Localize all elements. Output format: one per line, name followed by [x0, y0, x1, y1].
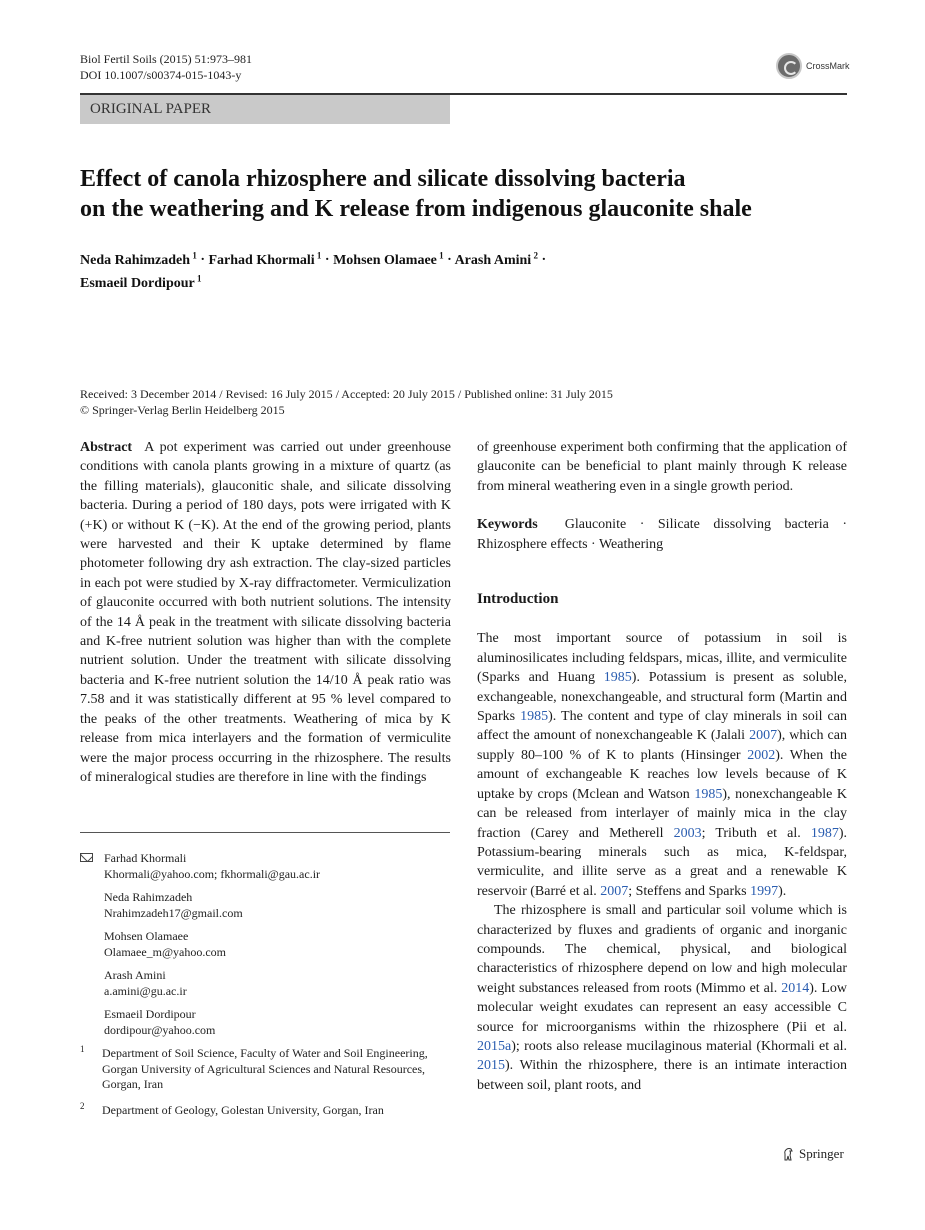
citation-link[interactable]: 1985 — [694, 786, 723, 802]
introduction-heading: Introduction — [477, 591, 559, 608]
paragraph-text: ), nonexchangeable K can be released from interlayer of mainly mica in the clay fraction (Carey and Metherell — [477, 786, 847, 841]
paragraph-text: The rhizosphere is small and particular soil volume which is characterized by fluxes and gradients of organic and inorganic compounds. The chemical, physical, and biological characteristics of rhizosphere depend on low and high molecular weight substances released from roots (Mimmo et al. — [477, 903, 847, 996]
citation-link[interactable]: 1985 — [520, 709, 549, 725]
author[interactable] — [80, 273, 202, 292]
title-line-2: on the weathering and K release from indigenous glauconite shale — [80, 196, 752, 222]
envelope-icon — [80, 853, 93, 862]
crossmark-badge[interactable] — [776, 53, 850, 79]
contact-entry — [80, 1007, 451, 1038]
citation-link[interactable]: 2007 — [600, 883, 629, 899]
abstract-block — [80, 438, 451, 787]
affiliation-text: Department of Soil Science, Faculty of Water and Soil Engineering, Gorgan University of Agricultural Sciences and Natural Resources, Gorgan, Iran — [102, 1046, 428, 1091]
contact-block — [80, 851, 451, 1128]
abstract-continued: of greenhouse experiment both confirming that the application of glauconite can be beneficial to plant mainly through K release from mineral weathering even in a single growth period. — [477, 440, 847, 494]
contact-email[interactable]: a.amini@gu.ac.ir — [104, 983, 187, 998]
history-dates: Received: 3 December 2014 / Revised: 16 July 2015 / Accepted: 20 July 2015 / Published online: 31 July 2015 — [80, 387, 613, 401]
author-name: Arash Amini — [454, 252, 532, 268]
keywords-label: Keywords — [477, 517, 538, 533]
contact-list — [80, 851, 451, 1038]
affiliation-list — [80, 1046, 451, 1118]
citation-link[interactable]: 2003 — [673, 825, 702, 841]
citation-link[interactable]: 1997 — [750, 883, 779, 899]
springer-horse-icon — [782, 1147, 794, 1161]
contact-entry — [80, 968, 451, 999]
author-list: Neda Rahimzadeh $^1$ · Farhad Khormali $^1$ · Mohsen Olamaee $^1$ · Arash Amini $^2$ · Esmaeil Dordipour $^1$ — [80, 250, 547, 292]
abstract-label: Abstract — [80, 440, 133, 455]
contact-entry — [80, 851, 451, 882]
citation-link[interactable]: 2015 — [477, 1058, 505, 1074]
contact-name: Neda Rahimzadeh — [104, 890, 193, 904]
citation-link[interactable]: 2002 — [747, 747, 776, 763]
author-affiliation-mark: 2 — [531, 250, 538, 260]
keywords-text: Glauconite · Silicate dissolving bacteria · Rhizosphere effects · Weathering — [477, 517, 848, 552]
crossmark-label: CrossMark — [806, 61, 850, 71]
paragraph-text: ). The content and type of clay minerals in soil can affect the amount of nonexchangeable K (Jalali — [477, 709, 847, 744]
contact-email[interactable]: Nrahimzadeh17@gmail.com — [104, 905, 243, 920]
paragraph-text: ). — [778, 883, 787, 899]
author-name: Esmaeil Dordipour — [80, 276, 195, 292]
affiliation — [80, 1100, 451, 1119]
section-label: ORIGINAL PAPER — [80, 95, 450, 124]
paragraph-text: ; Steffens and Sparks — [628, 883, 751, 899]
affiliation — [80, 1046, 451, 1093]
contact-email[interactable]: dordipour@yahoo.com — [104, 1022, 216, 1037]
paragraph-text: ). Potassium-bearing minerals such as mica, K-feldspar, vermiculite, and illite serve as a great and a renewable K reservoir (Barré et al. — [477, 825, 847, 899]
author-affiliation-mark: 1 — [314, 250, 322, 260]
title-line-1: Effect of canola rhizosphere and silicate dissolving bacteria — [80, 166, 686, 192]
author-affiliation-mark: 1 — [436, 250, 444, 260]
footnote-divider — [80, 832, 450, 833]
publisher-name: Springer — [799, 1146, 844, 1161]
article-title — [80, 164, 840, 224]
crossmark-icon — [776, 53, 802, 79]
paragraph-text: ). When the amount of exchangeable K reaches low levels because of K uptake by crops (Mclean and Watson — [477, 747, 847, 802]
author-affiliation-mark: 1 — [194, 273, 202, 284]
contact-name: Mohsen Olamaee — [104, 929, 189, 943]
contact-name: Arash Amini — [104, 968, 166, 982]
author-name: Neda Rahimzadeh — [80, 252, 191, 268]
contact-name: Farhad Khormali — [104, 851, 187, 865]
publisher-footer — [782, 1146, 844, 1162]
affiliation-number: 1 — [80, 1044, 85, 1054]
author-name: Farhad Khormali — [208, 252, 315, 268]
contact-email[interactable]: Khormali@yahoo.com; fkhormali@gau.ac.ir — [104, 866, 321, 881]
paragraph-text: ). Within the rhizosphere, there is an intimate interaction between soil, plant roots, and — [477, 1058, 847, 1093]
contact-entry — [80, 890, 451, 921]
author[interactable] — [333, 250, 444, 268]
contact-email[interactable]: Olamaee_m@yahoo.com — [104, 944, 227, 959]
abstract-text: A pot experiment was carried out under greenhouse conditions with canola plants growing in a mixture of quartz (as the filling materials), glauconitic shale, and silicate dissolving bacteria. During a period of 180 days, pots were irrigated with K (+K) or without K (−K). At the end of the growing period, plants were harvested and their K uptake determined by flame photometer following dry ash extraction. The clay-sized particles in each pot were studied by X-ray diffractometer. Vermiculization of glauconite occurred with both nutrient solutions. The intensity of the 14 Å peak in the treatment with silicate dissolving bacteria and K-free nutrient solution was higher than with the complete nutrient solution. Under the treatment with silicate dissolving bacteria and K-free nutrient solution the 14/10 Å peak ratio was 7.58 and it was statistically different at 95 % level compared to the peaks of the other treatments. Weathering of mica by K release from mica interlayers and the formation of vermiculite were the major process occurring in the rhizosphere. The results of mineralogical studies are therefore in line with the findings — [80, 440, 451, 785]
journal-citation: Biol Fertil Soils (2015) 51:973–981 — [80, 52, 253, 66]
doi[interactable]: DOI 10.1007/s00374-015-1043-y — [80, 68, 242, 82]
author[interactable] — [208, 250, 322, 268]
affiliation-number: 2 — [80, 1100, 85, 1111]
paragraph-text: ; Tributh et al. — [701, 825, 811, 841]
affiliation-text: Department of Geology, Golestan University, Gorgan, Iran — [102, 1102, 384, 1117]
intro-paragraph-1 — [477, 629, 847, 901]
citation-link[interactable]: 2007 — [749, 728, 778, 744]
paragraph-text: ), which can supply 80–100 % of K to plants (Hinsinger — [477, 728, 847, 763]
publication-dates — [80, 386, 840, 418]
journal-info — [80, 51, 252, 83]
contact-name: Esmaeil Dordipour — [104, 1007, 196, 1021]
contact-entry — [80, 929, 451, 960]
citation-link[interactable]: 2014 — [781, 980, 810, 996]
author[interactable] — [80, 250, 197, 268]
paragraph-text: ). Potassium is present as soluble, exchangeable, nonexchangeable, and structural form (Martin and Sparks — [477, 670, 847, 725]
citation-link[interactable]: 2015a — [477, 1038, 512, 1054]
copyright: © Springer-Verlag Berlin Heidelberg 2015 — [80, 403, 285, 417]
paragraph-text: The most important source of potassium in soil is aluminosilicates including feldspars, micas, illite, and vermiculite (Sparks and Huang — [477, 631, 847, 686]
paragraph-text: ). Low molecular weight exudates can represent an easy accessible C source for microorganisms within the rhizosphere (Pii et al. — [477, 980, 847, 1035]
author[interactable] — [454, 250, 538, 268]
citation-link[interactable]: 1987 — [810, 825, 839, 841]
citation-link[interactable]: 1985 — [603, 670, 632, 686]
author-affiliation-mark: 1 — [190, 250, 197, 260]
paragraph-text: ); roots also release mucilaginous material (Khormali et al. — [511, 1038, 847, 1054]
author-name: Mohsen Olamaee — [333, 252, 437, 268]
intro-paragraph-2 — [477, 901, 847, 1095]
right-column — [477, 438, 847, 1095]
